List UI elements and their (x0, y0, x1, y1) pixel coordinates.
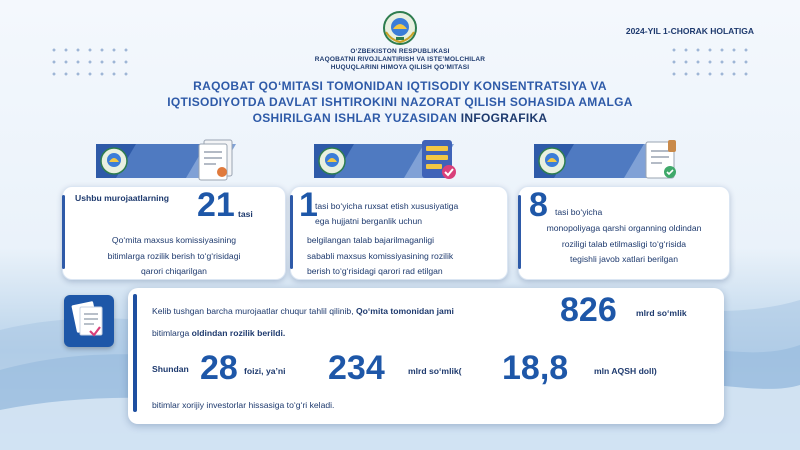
card2-number: 1 (299, 186, 318, 224)
summary-accent-bar (133, 294, 137, 412)
card3-line-1: monopoliyaga qarshi organning oldindan (546, 223, 702, 233)
summary-line-1-bold: Qo‘mita tomonidan jami (355, 306, 454, 316)
page-title (150, 78, 650, 126)
org-line-1: O‘ZBEKISTON RESPUBLIKASI (350, 48, 450, 55)
org-line-3: HUQUQLARINI HIMOYA QILISH QO‘MITASI (330, 64, 470, 71)
decor-dots-right (668, 44, 752, 76)
card2-description (307, 233, 453, 280)
card1-description (63, 233, 285, 280)
card1-line-3: qarori chiqarilgan (141, 266, 207, 276)
card3-suffix: tasi bo‘yicha (555, 207, 603, 217)
total-value: 826 (560, 291, 617, 329)
card3-description (519, 221, 729, 268)
summary-line-1 (152, 304, 454, 320)
title-line-2: IQTISODIYOTDA DAVLAT ISHTIROKINI NAZORAT QILISH SOHASIDA AMALGA (167, 95, 633, 109)
usd-unit: mln AQSH doll) (594, 366, 657, 376)
card2-line-1: belgilangan talab bajarilmaganligi (307, 235, 435, 245)
share-pre: Shundan (152, 364, 189, 374)
summary-line-2-bold: oldindan rozilik berildi. (191, 328, 286, 338)
share-value: 234 (328, 349, 385, 387)
title-highlight: INFOGRAFIKA (460, 111, 548, 125)
card1-number: 21 (197, 186, 235, 224)
card2-head-2: ega hujjatni berganlik uchun (315, 216, 423, 226)
card1-pre: Ushbu murojaatlarning (75, 193, 170, 203)
card1-line-2: bitimlarga rozilik berish to‘g‘risidagi (107, 250, 241, 261)
share-unit: mlrd so‘mlik( (408, 366, 462, 376)
summary-line-4: bitimlar xorijiy investorlar hissasiga to‘g‘ri keladi. (152, 400, 335, 410)
card-accent-bar (290, 195, 293, 269)
info-card-3 (518, 186, 730, 280)
organization-name (300, 48, 500, 72)
usd-value: 18,8 (502, 349, 569, 387)
approval-document-icon (640, 136, 684, 187)
summary-line-2-text: bitimlarga (152, 328, 192, 338)
share-percent: 28 (200, 349, 238, 387)
card2-line-2: sababli maxsus komissiyasining rozilik (307, 250, 454, 261)
card2-head-1: tasi bo‘yicha ruxsat etish xususiyatiga (315, 201, 459, 211)
checklist-icon (418, 136, 460, 187)
info-card-1 (62, 186, 286, 280)
card3-number: 8 (529, 186, 548, 224)
summary-panel (128, 288, 724, 424)
share-mid: foizi, ya’ni (244, 366, 286, 376)
documents-icon (64, 295, 114, 347)
card1-suffix: tasi (238, 209, 253, 219)
total-unit: mlrd so‘mlik (636, 308, 687, 318)
title-line-3 (150, 110, 650, 126)
card1-line-1: Qo‘mita maxsus komissiyasining (111, 235, 237, 245)
card3-line-3: tegishli javob xatlari berilgan (570, 254, 678, 264)
date-label: 2024-YIL 1-CHORAK HOLATIGA (625, 26, 754, 36)
org-line-2: RAQOBATNI RIVOJLANTIRISH VA ISTE’MOLCHILAR (314, 56, 486, 63)
contract-icon (196, 136, 238, 187)
card2-line-3: berish to‘g‘risidagi qarori rad etilgan (307, 266, 443, 276)
title-line-3-text: OSHIRILGAN ISHLAR YUZASIDAN (252, 111, 461, 125)
state-emblem-icon (382, 10, 418, 46)
banner-1 (96, 140, 266, 182)
card3-line-2: roziligi talab etilmasligi to‘g‘risida (561, 238, 687, 249)
decor-dots-left (48, 44, 132, 76)
info-card-2 (290, 186, 508, 280)
summary-line-1-text: Kelib tushgan barcha murojaatlar chuqur tahlil qilinib, (152, 306, 356, 316)
summary-line-2 (152, 326, 285, 342)
title-line-1: RAQOBAT QO‘MITASI TOMONIDAN IQTISODIY KONSENTRATSIYA VA (193, 79, 607, 93)
